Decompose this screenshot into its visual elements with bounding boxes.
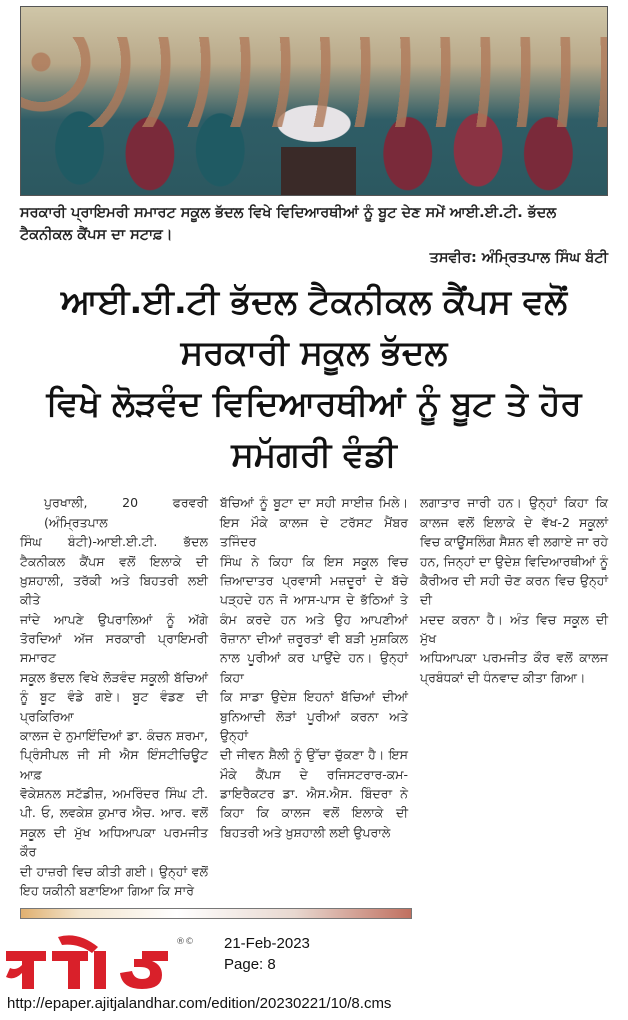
- news-photo: [20, 6, 608, 196]
- article-line: ਕਿ ਸਾਡਾ ਉਦੇਸ਼ ਇਹਨਾਂ ਬੱਚਿਆਂ ਦੀਆਂ: [220, 689, 408, 705]
- ajit-logo-mark: [2, 933, 172, 991]
- article-line: ਡਾਇਰੈਕਟਰ ਡਾ. ਐਸ.ਐਸ. ਬਿੰਦਰਾ ਨੇ: [220, 786, 408, 802]
- article-line: ਦੀ ਜੀਵਨ ਸ਼ੈਲੀ ਨੂੰ ਉੱਚਾ ਚੁੱਕਣਾ ਹੈ। ਇਸ: [220, 747, 408, 763]
- article-line: ਪੀ. ਓ, ਲਵਕੇਸ਼ ਕੁਮਾਰ ਐਚ. ਆਰ. ਵਲੋਂ: [20, 805, 208, 821]
- article-line: ਕੈਰੀਅਰ ਦੀ ਸਹੀ ਚੋਣ ਕਰਨ ਵਿਚ ਉਨ੍ਹਾਂ ਦੀ: [420, 572, 608, 608]
- ajit-logo: [2, 933, 172, 991]
- article-line: ਮਦਦ ਕਰਨਾ ਹੈ। ਅੰਤ ਵਿਚ ਸਕੂਲ ਦੀ ਮੁੱਖ: [420, 611, 608, 647]
- photo-credit: ਤਸਵੀਰ: ਅੰਮ੍ਰਿਤਪਾਲ ਸਿੰਘ ਬੰਟੀ: [429, 249, 608, 266]
- photo-caption: [20, 202, 608, 269]
- article-line: ਪ੍ਰਬੰਧਕਾਂ ਦੀ ਧੰਨਵਾਦ ਕੀਤਾ ਗਿਆ।: [420, 669, 586, 685]
- article-line: ਜਾਂਦੇ ਆਪਣੇ ਉਪਰਾਲਿਆਂ ਨੂੰ ਅੱਗੇ: [20, 611, 208, 627]
- headline-line-1: ਆਈ.ਈ.ਟੀ ਭੱਦਲ ਟੈਕਨੀਕਲ ਕੈਂਪਸ ਵਲੋਂ ਸਰਕਾਰੀ ਸਕੂਲ ਭੱਦਲ: [60, 282, 568, 374]
- article-line: ਨਾਲ ਪੂਰੀਆਂ ਕਰ ਪਾਉਂਦੇ ਹਨ। ਉਨ੍ਹਾਂ ਕਿਹਾ: [220, 650, 408, 685]
- article-line: ਪੜ੍ਹਦੇ ਹਨ ਜੋ ਆਸ-ਪਾਸ ਦੇ ਭੱਠਿਆਂ ਤੇ: [220, 592, 408, 608]
- article-line: ਤੋਰਦਿਆਂ ਅੱਜ ਸਰਕਾਰੀ ਪ੍ਰਾਇਮਰੀ ਸਮਾਰਟ: [20, 631, 208, 666]
- article-line: ਵਿਚ ਕਾਊਂਸਲਿੰਗ ਸੈਸ਼ਨ ਵੀ ਲਗਾਏ ਜਾ ਰਹੇ: [420, 534, 608, 550]
- headline-line-2: ਵਿਖੇ ਲੋੜਵੰਦ ਵਿਦਿਆਰਥੀਆਂ ਨੂੰ ਬੂਟ ਤੇ ਹੋਰ ਸਮੱਗਰੀ ਵੰਡੀ: [46, 384, 582, 476]
- article-columns: [20, 493, 608, 900]
- article-line: ਕੰਮ ਕਰਦੇ ਹਨ ਅਤੇ ਉਹ ਆਪਣੀਆਂ: [220, 611, 408, 627]
- edition-date: 21-Feb-2023: [224, 935, 310, 953]
- article-line: ਕਿਹਾ ਕਿ ਕਾਲਜ ਵਲੋਂ ਇਲਾਕੇ ਦੀ: [220, 805, 408, 821]
- article-line: ਬੁਨਿਆਦੀ ਲੋੜਾਂ ਪੂਰੀਆਂ ਕਰਨਾ ਅਤੇ ਉਨ੍ਹਾਂ: [220, 708, 408, 743]
- photo-people: [21, 37, 607, 127]
- article-line: ਹਨ, ਜਿਨ੍ਹਾਂ ਦਾ ਉਦੇਸ਼ ਵਿਦਿਆਰਥੀਆਂ ਨੂੰ: [420, 553, 608, 569]
- article-line: ਖ਼ੁਸ਼ਹਾਲੀ, ਤਰੱਕੀ ਅਤੇ ਬਿਹਤਰੀ ਲਈ ਕੀਤੇ: [20, 572, 208, 608]
- article-line: ਪੁਰਖਾਲੀ, 20 ਫਰਵਰੀ (ਅੰਮ੍ਰਿਤਪਾਲ: [44, 495, 208, 530]
- article-line: ਇਹ ਯਕੀਨੀ ਬਣਾਇਆ ਗਿਆ ਕਿ ਸਾਰੇ: [20, 882, 194, 898]
- photo-table: [281, 147, 356, 196]
- article-line: ਜ਼ਿਆਦਾਤਰ ਪ੍ਰਵਾਸੀ ਮਜ਼ਦੂਰਾਂ ਦੇ ਬੱਚੇ: [220, 572, 408, 588]
- article-column-1: [20, 493, 208, 900]
- article-line: ਅਧਿਆਪਕਾ ਪਰਮਜੀਤ ਕੌਰ ਵਲੋਂ ਕਾਲਜ: [420, 650, 608, 666]
- source-url[interactable]: http://epaper.ajitjalandhar.com/edition/20230221/10/8.cms: [7, 995, 392, 1013]
- article-line: ਲਗਾਤਾਰ ਜਾਰੀ ਹਨ। ਉਨ੍ਹਾਂ ਕਿਹਾ ਕਿ: [420, 495, 608, 511]
- article-line: ਵੋਕੇਸ਼ਨਲ ਸਟੱਡੀਜ਼, ਅਮਰਿੰਦਰ ਸਿੰਘ ਟੀ.: [20, 786, 208, 802]
- article-line: ਪ੍ਰਿੰਸੀਪਲ ਜੀ ਸੀ ਐਸ ਇੰਸਟੀਚਿਊਟ ਆਫ਼: [20, 747, 208, 782]
- article-line: ਬੱਚਿਆਂ ਨੂੰ ਬੂਟਾ ਦਾ ਸਹੀ ਸਾਈਜ਼ ਮਿਲੇ।: [220, 495, 408, 511]
- article-line: ਸਿੰਘ ਬੰਟੀ)-ਆਈ.ਈ.ਟੀ. ਭੱਦਲ: [20, 534, 208, 550]
- article-line: ਕਾਲਜ ਵਲੋਂ ਇਲਾਕੇ ਦੇ ਵੱਖ-2 ਸਕੂਲਾਂ: [420, 514, 608, 530]
- registered-marks: ®©: [176, 937, 194, 948]
- edition-meta: [224, 933, 310, 975]
- article-column-2: [220, 493, 408, 842]
- article-line: ਸਕੂਲ ਭੱਦਲ ਵਿਖੇ ਲੋੜਵੰਦ ਸਕੂਲੀ ਬੱਚਿਆਂ: [20, 669, 208, 685]
- article-line: ਕਾਲਜ ਦੇ ਨੁਮਾਇੰਦਿਆਂ ਡਾ. ਕੰਚਨ ਸ਼ਰਮਾ,: [20, 727, 208, 743]
- article-line: ਨੂੰ ਬੂਟ ਵੰਡੇ ਗਏ। ਬੂਟ ਵੰਡਣ ਦੀ ਪ੍ਰਕਿਰਿਆ: [20, 689, 208, 724]
- article-line: ਟੈਕਨੀਕਲ ਕੈਂਪਸ ਵਲੋਂ ਇਲਾਕੇ ਦੀ: [20, 553, 208, 569]
- article-column-3: [420, 493, 608, 687]
- article-line: ਸਕੂਲ ਦੀ ਮੁੱਖ ਅਧਿਆਪਕਾ ਪਰਮਜੀਤ ਕੌਰ: [20, 824, 208, 860]
- caption-text: ਸਰਕਾਰੀ ਪ੍ਰਾਇਮਰੀ ਸਮਾਰਟ ਸਕੂਲ ਭੱਦਲ ਵਿਖੇ ਵਿਦਿਆਰਥੀਆਂ ਨੂੰ ਬੂਟ ਦੇਣ ਸਮੇਂ ਆਈ.ਈ.ਟੀ. ਭੱਦਲ ਟੈਕਨੀਕਲ ਕੈਂਪਸ ਦਾ ਸਟਾਫ਼।: [20, 205, 557, 244]
- next-photo-strip: [20, 908, 412, 919]
- article-line: ਇਸ ਮੌਕੇ ਕਾਲਜ ਦੇ ਟਰੱਸਟ ਮੈਂਬਰ ਤਜਿੰਦਰ: [220, 514, 408, 550]
- article-line: ਮੌਕੇ ਕੈਂਪਸ ਦੇ ਰਜਿਸਟਰਾਰ-ਕਮ-: [220, 766, 408, 782]
- article-line: ਸਿੰਘ ਨੇ ਕਿਹਾ ਕਿ ਇਸ ਸਕੂਲ ਵਿਚ: [220, 553, 408, 569]
- headline: [20, 277, 608, 481]
- page-number: Page: 8: [224, 956, 276, 974]
- article-line: ਬਿਹਤਰੀ ਅਤੇ ਖ਼ੁਸ਼ਹਾਲੀ ਲਈ ਉਪਰਾਲੇ: [220, 824, 391, 840]
- article-line: ਰੋਜ਼ਾਨਾ ਦੀਆਂ ਜ਼ਰੂਰਤਾਂ ਵੀ ਬੜੀ ਮੁਸ਼ਕਿਲ: [220, 631, 408, 647]
- article-line: ਦੀ ਹਾਜ਼ਰੀ ਵਿਚ ਕੀਤੀ ਗਈ। ਉਨ੍ਹਾਂ ਵਲੋਂ: [20, 863, 208, 879]
- footer: [0, 927, 628, 1020]
